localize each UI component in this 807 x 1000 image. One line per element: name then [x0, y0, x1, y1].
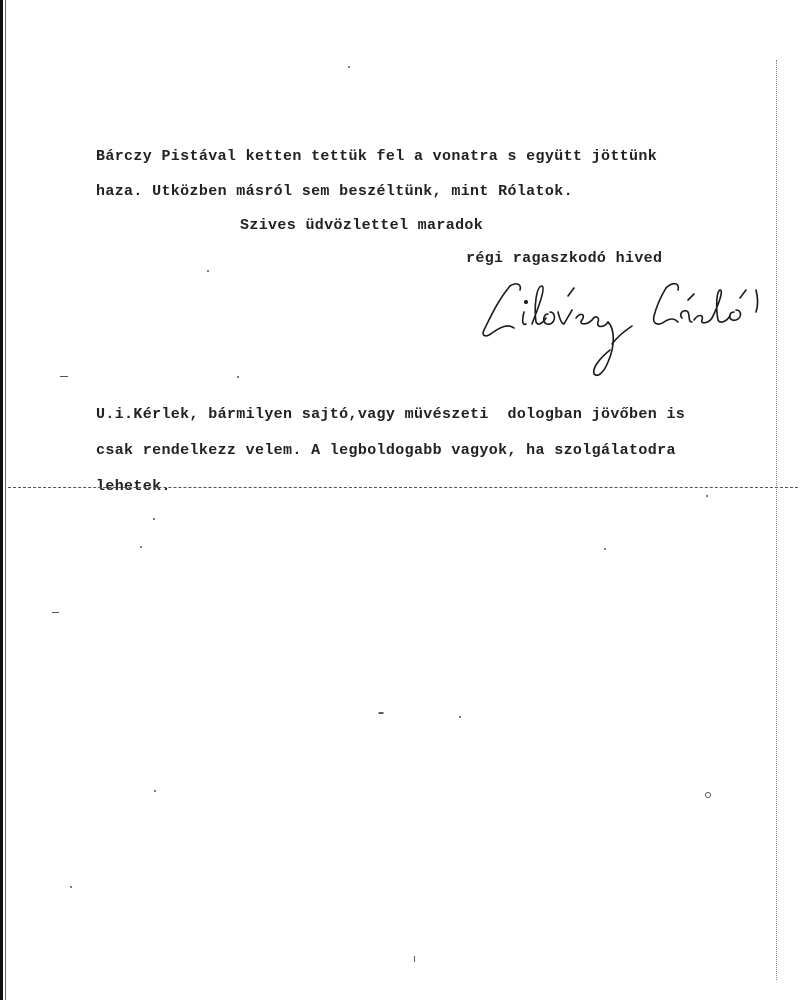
scan-speck [140, 546, 142, 548]
scan-speck [153, 518, 155, 520]
sign-off-line: régi ragaszkodó hived [466, 250, 663, 267]
scan-speck [459, 716, 461, 718]
scan-speck [706, 495, 708, 497]
scan-speck [154, 790, 156, 792]
scan-speck [60, 376, 68, 377]
letter-line-2: haza. Utközben másról sem beszéltünk, mint Rólatok. [96, 183, 573, 200]
page-edge-left-inner [5, 0, 6, 1000]
scan-speck [52, 612, 59, 613]
scan-speck [414, 956, 415, 962]
dashed-rule [8, 487, 798, 488]
closing-line: Szives üdvözlettel maradok [240, 217, 484, 234]
scan-speck [70, 886, 72, 888]
scan-speck [378, 712, 384, 714]
postscript-line-3: lehetek. [96, 478, 171, 495]
scan-speck [237, 376, 239, 378]
scan-speck [348, 66, 350, 68]
page-edge-left [0, 0, 3, 1000]
scan-speck [604, 548, 606, 550]
postscript-line-1: U.i.Kérlek, bármilyen sajtó,vagy müvészeti dologban jövőben is [96, 406, 686, 423]
postscript-line-2: csak rendelkezz velem. A legboldogabb vagyok, ha szolgálatodra [96, 442, 676, 459]
scan-speck [705, 792, 711, 798]
scan-speck [207, 270, 209, 272]
handwritten-signature [476, 278, 776, 388]
page-edge-right [776, 60, 777, 980]
letter-line-1: Bárczy Pistával ketten tettük fel a vonatra s együtt jöttünk [96, 148, 658, 165]
